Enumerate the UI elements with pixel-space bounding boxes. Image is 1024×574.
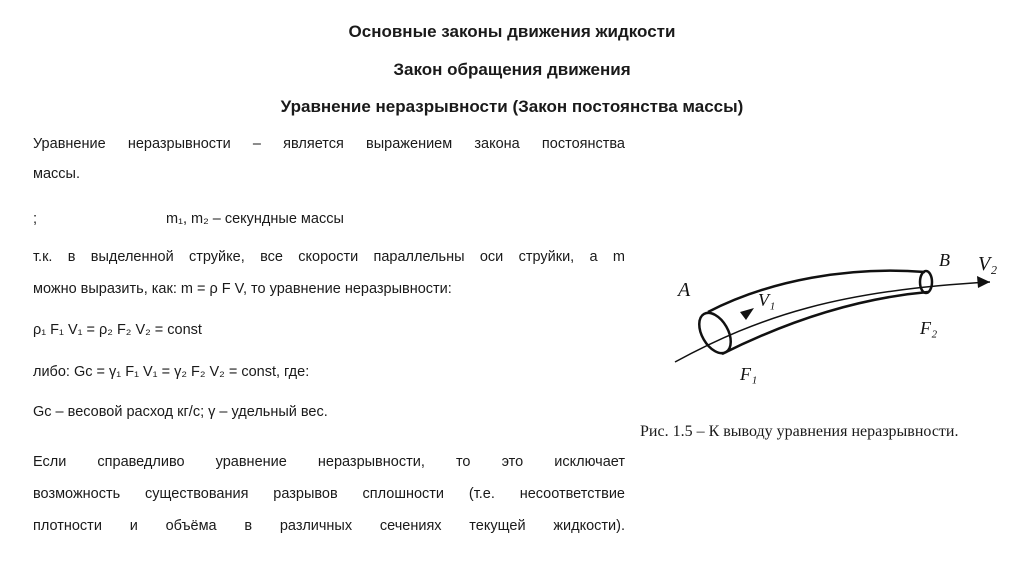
text-line: Если справедливо уравнение неразрывности, то это исключает [33, 454, 625, 470]
equation-definitions: Gc – весовой расход кг/с; γ – удельный вес. [33, 404, 328, 420]
mass-definition: m₁, m₂ – секундные массы [166, 211, 344, 227]
stream-tube-figure [640, 230, 1020, 390]
label-f1: F₁ [740, 364, 758, 384]
topic-heading: Уравнение неразрывности (Закон постоянства массы) [280, 97, 744, 116]
label-v2: V₂ [978, 253, 998, 275]
text-line: плотности и объёма в различных сечениях текущей жидкости). [33, 518, 625, 534]
section-f2-ellipse [920, 271, 932, 293]
figure-caption: Рис. 1.5 – К выводу уравнения неразрывности. [640, 423, 959, 440]
semicolon: ; [33, 211, 38, 227]
sub-heading: Закон обращения движения [393, 60, 631, 79]
text-line: возможность существования разрывов сплошности (т.е. несоответствие [33, 486, 625, 502]
v1-arrow-head [740, 308, 754, 320]
main-heading: Основные законы движения жидкости [348, 22, 676, 41]
paragraph-no-discontinuity [33, 446, 625, 542]
paragraph-continuity-definition [33, 136, 625, 152]
label-b: B [939, 250, 950, 270]
label-v1: V₁ [758, 290, 776, 310]
text-line: т.к. в выделенной струйке, все скорости параллельны оси струйки, а m [33, 249, 625, 265]
label-f2: F₂ [920, 318, 938, 338]
tube-lower-wall [722, 292, 928, 354]
label-a: A [678, 279, 691, 301]
equation-mass-continuity: ρ₁ F₁ V₁ = ρ₂ F₂ V₂ = const [33, 322, 202, 338]
equation-weight-flow: либо: Gc = γ₁ F₁ V₁ = γ₂ F₂ V₂ = const, где: [33, 364, 310, 380]
paragraph-parallel-velocities [33, 249, 625, 265]
text-line: Уравнение неразрывности – является выражением закона постоянства [33, 136, 625, 152]
text-line: массы. [33, 166, 80, 182]
v2-arrow-head [977, 276, 990, 288]
text-line: можно выразить, как: m = ρ F V, то уравнение неразрывности: [33, 281, 452, 297]
